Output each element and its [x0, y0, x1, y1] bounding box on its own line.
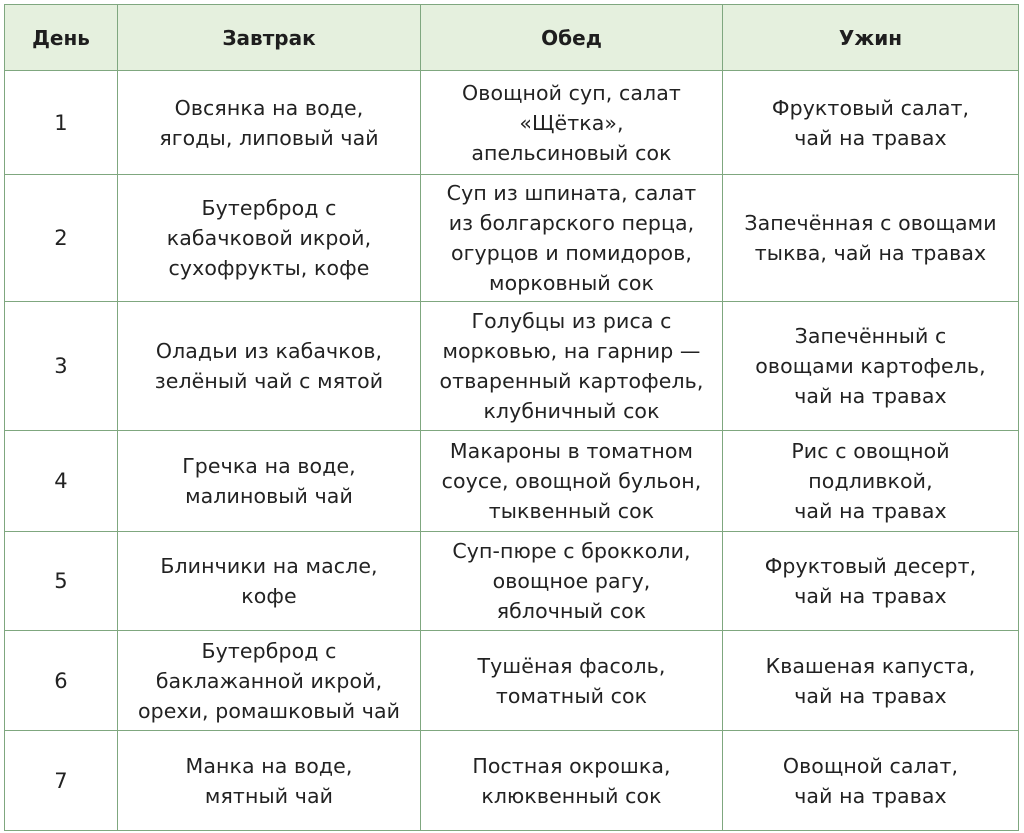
lunch-cell: Суп из шпината, салат из болгарского перца, огурцов и помидоров, морковный сок — [421, 175, 723, 302]
breakfast-cell: Гречка на воде, малиновый чай — [118, 431, 421, 532]
lunch-cell: Голубцы из риса с морковью, на гарнир — отваренный картофель, клубничный сок — [421, 302, 723, 431]
lunch-cell: Тушёная фасоль, томатный сок — [421, 631, 723, 731]
header-breakfast: Завтрак — [118, 5, 421, 71]
breakfast-cell: Овсянка на воде, ягоды, липовый чай — [118, 71, 421, 175]
table-row — [5, 532, 1019, 631]
header-day: День — [5, 5, 118, 71]
dinner-cell: Овощной салат, чай на травах — [723, 731, 1019, 831]
day-cell: 3 — [5, 302, 118, 431]
breakfast-cell: Бутерброд с баклажанной икрой, орехи, ромашковый чай — [118, 631, 421, 731]
day-cell: 2 — [5, 175, 118, 302]
day-cell: 7 — [5, 731, 118, 831]
table-row — [5, 731, 1019, 831]
day-cell: 5 — [5, 532, 118, 631]
dinner-cell: Рис с овощной подливкой, чай на травах — [723, 431, 1019, 532]
breakfast-cell: Манка на воде, мятный чай — [118, 731, 421, 831]
breakfast-cell: Оладьи из кабачков, зелёный чай с мятой — [118, 302, 421, 431]
dinner-cell: Фруктовый десерт, чай на травах — [723, 532, 1019, 631]
header-row — [5, 5, 1019, 71]
lunch-cell: Овощной суп, салат «Щётка», апельсиновый сок — [421, 71, 723, 175]
table-row — [5, 431, 1019, 532]
table-row — [5, 71, 1019, 175]
dinner-cell: Запечённый с овощами картофель, чай на травах — [723, 302, 1019, 431]
header-lunch: Обед — [421, 5, 723, 71]
table-row — [5, 302, 1019, 431]
table-row — [5, 631, 1019, 731]
header-dinner: Ужин — [723, 5, 1019, 71]
meal-plan-container — [4, 4, 1019, 831]
day-cell: 6 — [5, 631, 118, 731]
meal-plan-table — [4, 4, 1019, 831]
day-cell: 1 — [5, 71, 118, 175]
day-cell: 4 — [5, 431, 118, 532]
breakfast-cell: Бутерброд с кабачковой икрой, сухофрукты, кофе — [118, 175, 421, 302]
dinner-cell: Запечённая с овощами тыква, чай на травах — [723, 175, 1019, 302]
lunch-cell: Макароны в томатном соусе, овощной бульон, тыквенный сок — [421, 431, 723, 532]
breakfast-cell: Блинчики на масле, кофе — [118, 532, 421, 631]
dinner-cell: Фруктовый салат, чай на травах — [723, 71, 1019, 175]
table-row — [5, 175, 1019, 302]
lunch-cell: Постная окрошка, клюквенный сок — [421, 731, 723, 831]
dinner-cell: Квашеная капуста, чай на травах — [723, 631, 1019, 731]
lunch-cell: Суп-пюре с брокколи, овощное рагу, яблочный сок — [421, 532, 723, 631]
